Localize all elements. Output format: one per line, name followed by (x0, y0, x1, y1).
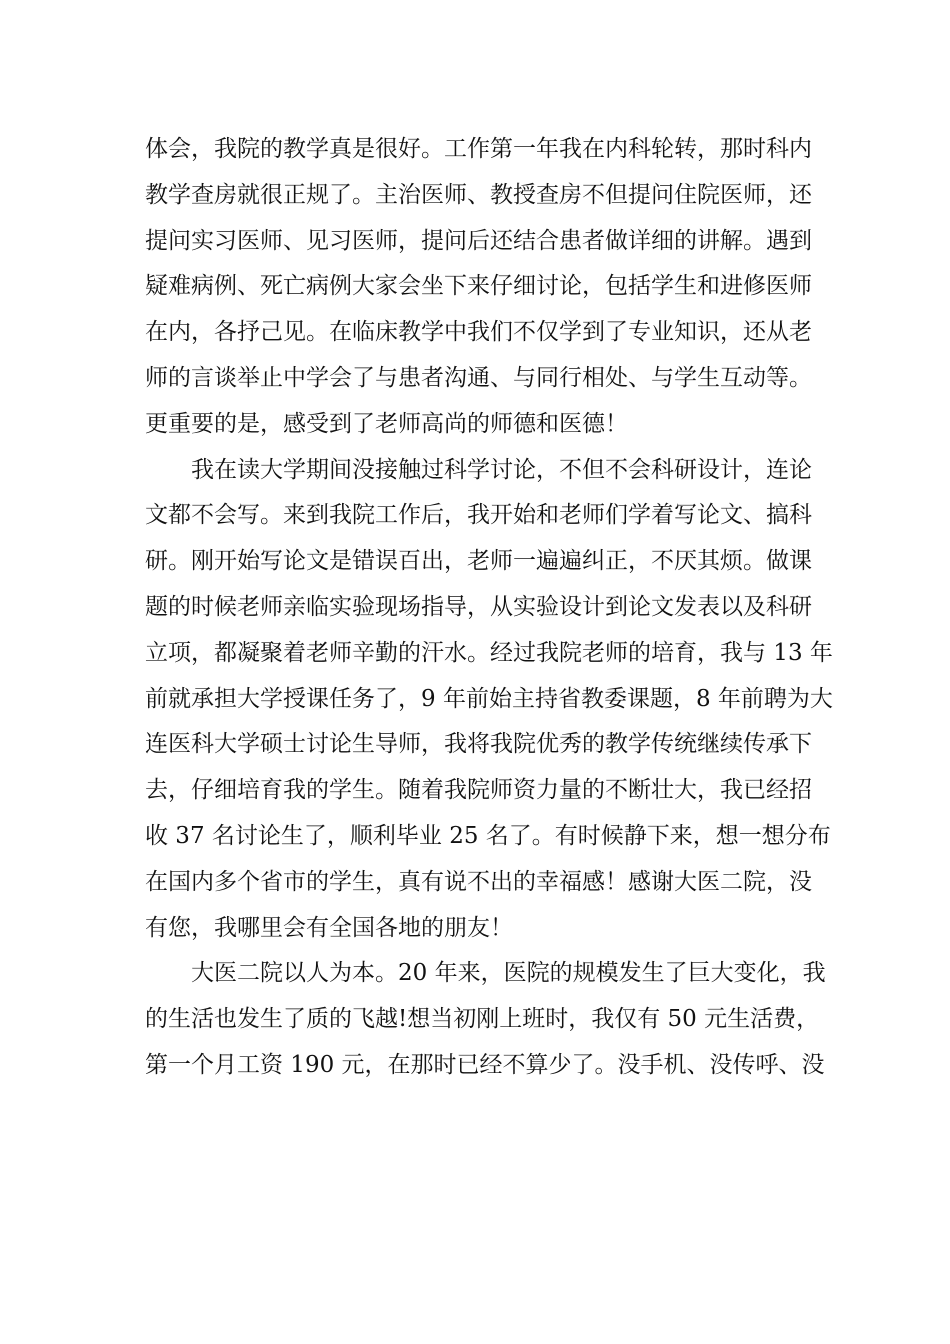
text-line: 教学查房就很正规了。主治医师、教授查房不但提问住院医师，还 (145, 181, 812, 208)
text-line: 去，仔细培育我的学生。随着我院师资力量的不断壮大，我已经招 (145, 777, 812, 804)
text-line: 师的言谈举止中学会了与患者沟通、与同行相处、与学生互动等。 (145, 364, 812, 391)
text-line: 在内，各抒己见。在临床教学中我们不仅学到了专业知识，还从老 (145, 319, 812, 346)
text-line: 体会，我院的教学真是很好。工作第一年我在内科轮转，那时科内 (145, 136, 812, 162)
text-line: 前就承担大学授课任务了，9 年前始主持省教委课题，8 年前聘为大 (145, 685, 833, 712)
paragraph-1 (145, 127, 825, 448)
text-line: 提问实习医师、见习医师，提问后还结合患者做详细的讲解。遇到 (145, 227, 812, 254)
body-text (145, 127, 833, 1089)
text-line: 题的时候老师亲临实验现场指导，从实验设计到论文发表以及科研 (145, 593, 812, 620)
text-line: 更重要的是，感受到了老师高尚的师德和医德！ (145, 410, 628, 437)
text-line: 立项，都凝聚着老师辛勤的汗水。经过我院老师的培育，我与 13 年 (145, 639, 833, 666)
text-line: 研。刚开始写论文是错误百出，老师一遍遍纠正，不厌其烦。做课 (145, 548, 812, 575)
text-line: 收 37 名讨论生了，顺利毕业 25 名了。有时候静下来，想一想分布 (145, 822, 831, 849)
paragraph-2 (145, 448, 833, 952)
text-line: 大医二院以人为本。20 年来，医院的规模发生了巨大变化，我 (191, 960, 826, 987)
text-line: 连医科大学硕士讨论生导师，我将我院优秀的教学传统继续传承下 (145, 731, 812, 758)
text-line: 第一个月工资 190 元，在那时已经不算少了。没手机、没传呼、没 (145, 1051, 825, 1078)
text-line: 我在读大学期间没接触过科学讨论，不但不会科研设计，连论 (191, 456, 812, 483)
text-line: 在国内多个省市的学生，真有说不出的幸福感！感谢大医二院，没 (145, 868, 812, 895)
text-line: 疑难病例、死亡病例大家会坐下来仔细讨论，包括学生和进修医师 (145, 273, 812, 300)
text-line: 文都不会写。来到我院工作后，我开始和老师们学着写论文、搞科 (145, 502, 812, 529)
text-line: 有您，我哪里会有全国各地的朋友！ (145, 914, 513, 941)
text-line: 的生活也发生了质的飞越!想当初刚上班时，我仅有 50 元生活费， (145, 1006, 820, 1033)
paragraph-3 (145, 951, 825, 1088)
